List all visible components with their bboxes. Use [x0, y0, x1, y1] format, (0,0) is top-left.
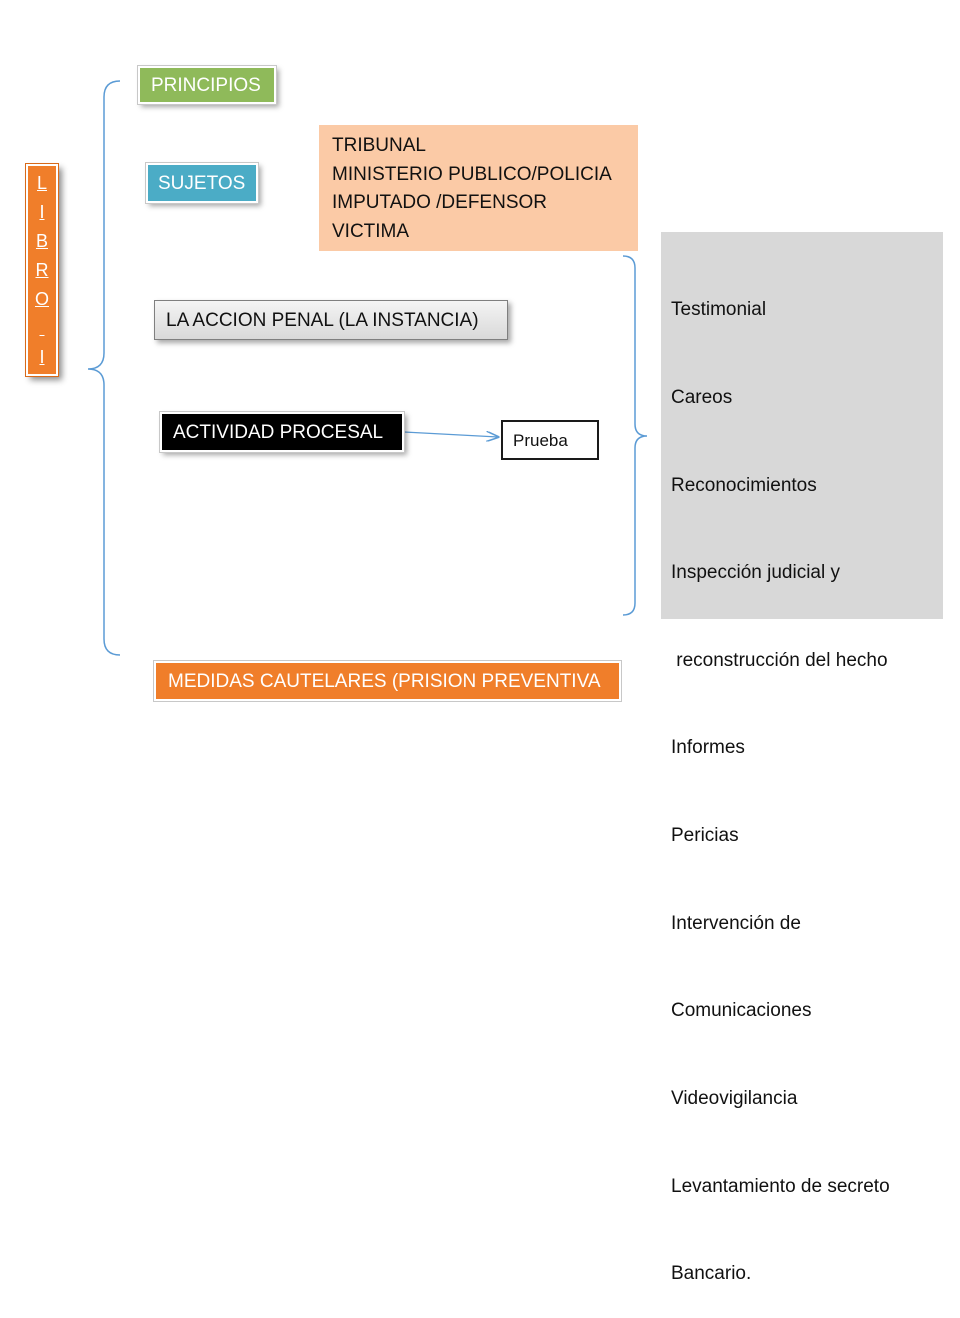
prueba-list [661, 232, 943, 1285]
libro-root-node [26, 164, 58, 376]
libro-letter [39, 314, 44, 343]
prueba-list-item: Reconocimientos [671, 474, 817, 496]
prueba-node: Prueba [501, 420, 599, 460]
prueba-list-item: Careos [671, 387, 733, 409]
sujetos-list-item: VICTIMA [332, 220, 410, 242]
libro-letter: I [39, 201, 45, 222]
libro-letter: I [39, 346, 45, 367]
sujetos-list-item: IMPUTADO /DEFENSOR [332, 192, 547, 213]
prueba-list-item: Informes [671, 737, 745, 759]
prueba-list-item: Videovigilancia [671, 1087, 798, 1109]
accion-penal-node: LA ACCION PENAL (LA INSTANCIA) [154, 300, 508, 340]
prueba-list-item: Pericias [671, 825, 739, 847]
libro-letter: L [36, 172, 47, 193]
prueba-list-item: reconstrucción del hecho [671, 649, 888, 671]
prueba-list-item: Comunicaciones [671, 1000, 812, 1022]
prueba-list-item: Inspección judicial y [671, 562, 840, 584]
medidas-cautelares-node: MEDIDAS CAUTELARES (PRISION PREVENTIVA [154, 661, 621, 701]
sujetos-list [319, 125, 638, 251]
prueba-list-item: Intervención de [671, 912, 801, 934]
actividad-procesal-node: ACTIVIDAD PROCESAL [160, 412, 404, 452]
principios-node: PRINCIPIOS [138, 66, 276, 104]
prueba-brace [623, 256, 647, 615]
sujetos-list-item: MINISTERIO PUBLICO/POLICIA [332, 163, 612, 185]
libro-letter: O [34, 288, 49, 309]
libro-letter: B [35, 230, 48, 251]
prueba-list-item: Levantamiento de secreto [671, 1175, 890, 1197]
libro-letter: R [35, 259, 49, 280]
sujetos-node: SUJETOS [146, 163, 258, 203]
prueba-list-item: Bancario. [671, 1263, 752, 1285]
prueba-list-item: Testimonial [671, 299, 767, 321]
actividad-to-prueba-arrow [404, 432, 498, 437]
sujetos-list-item: TRIBUNAL [332, 135, 426, 156]
main-brace [88, 81, 120, 655]
